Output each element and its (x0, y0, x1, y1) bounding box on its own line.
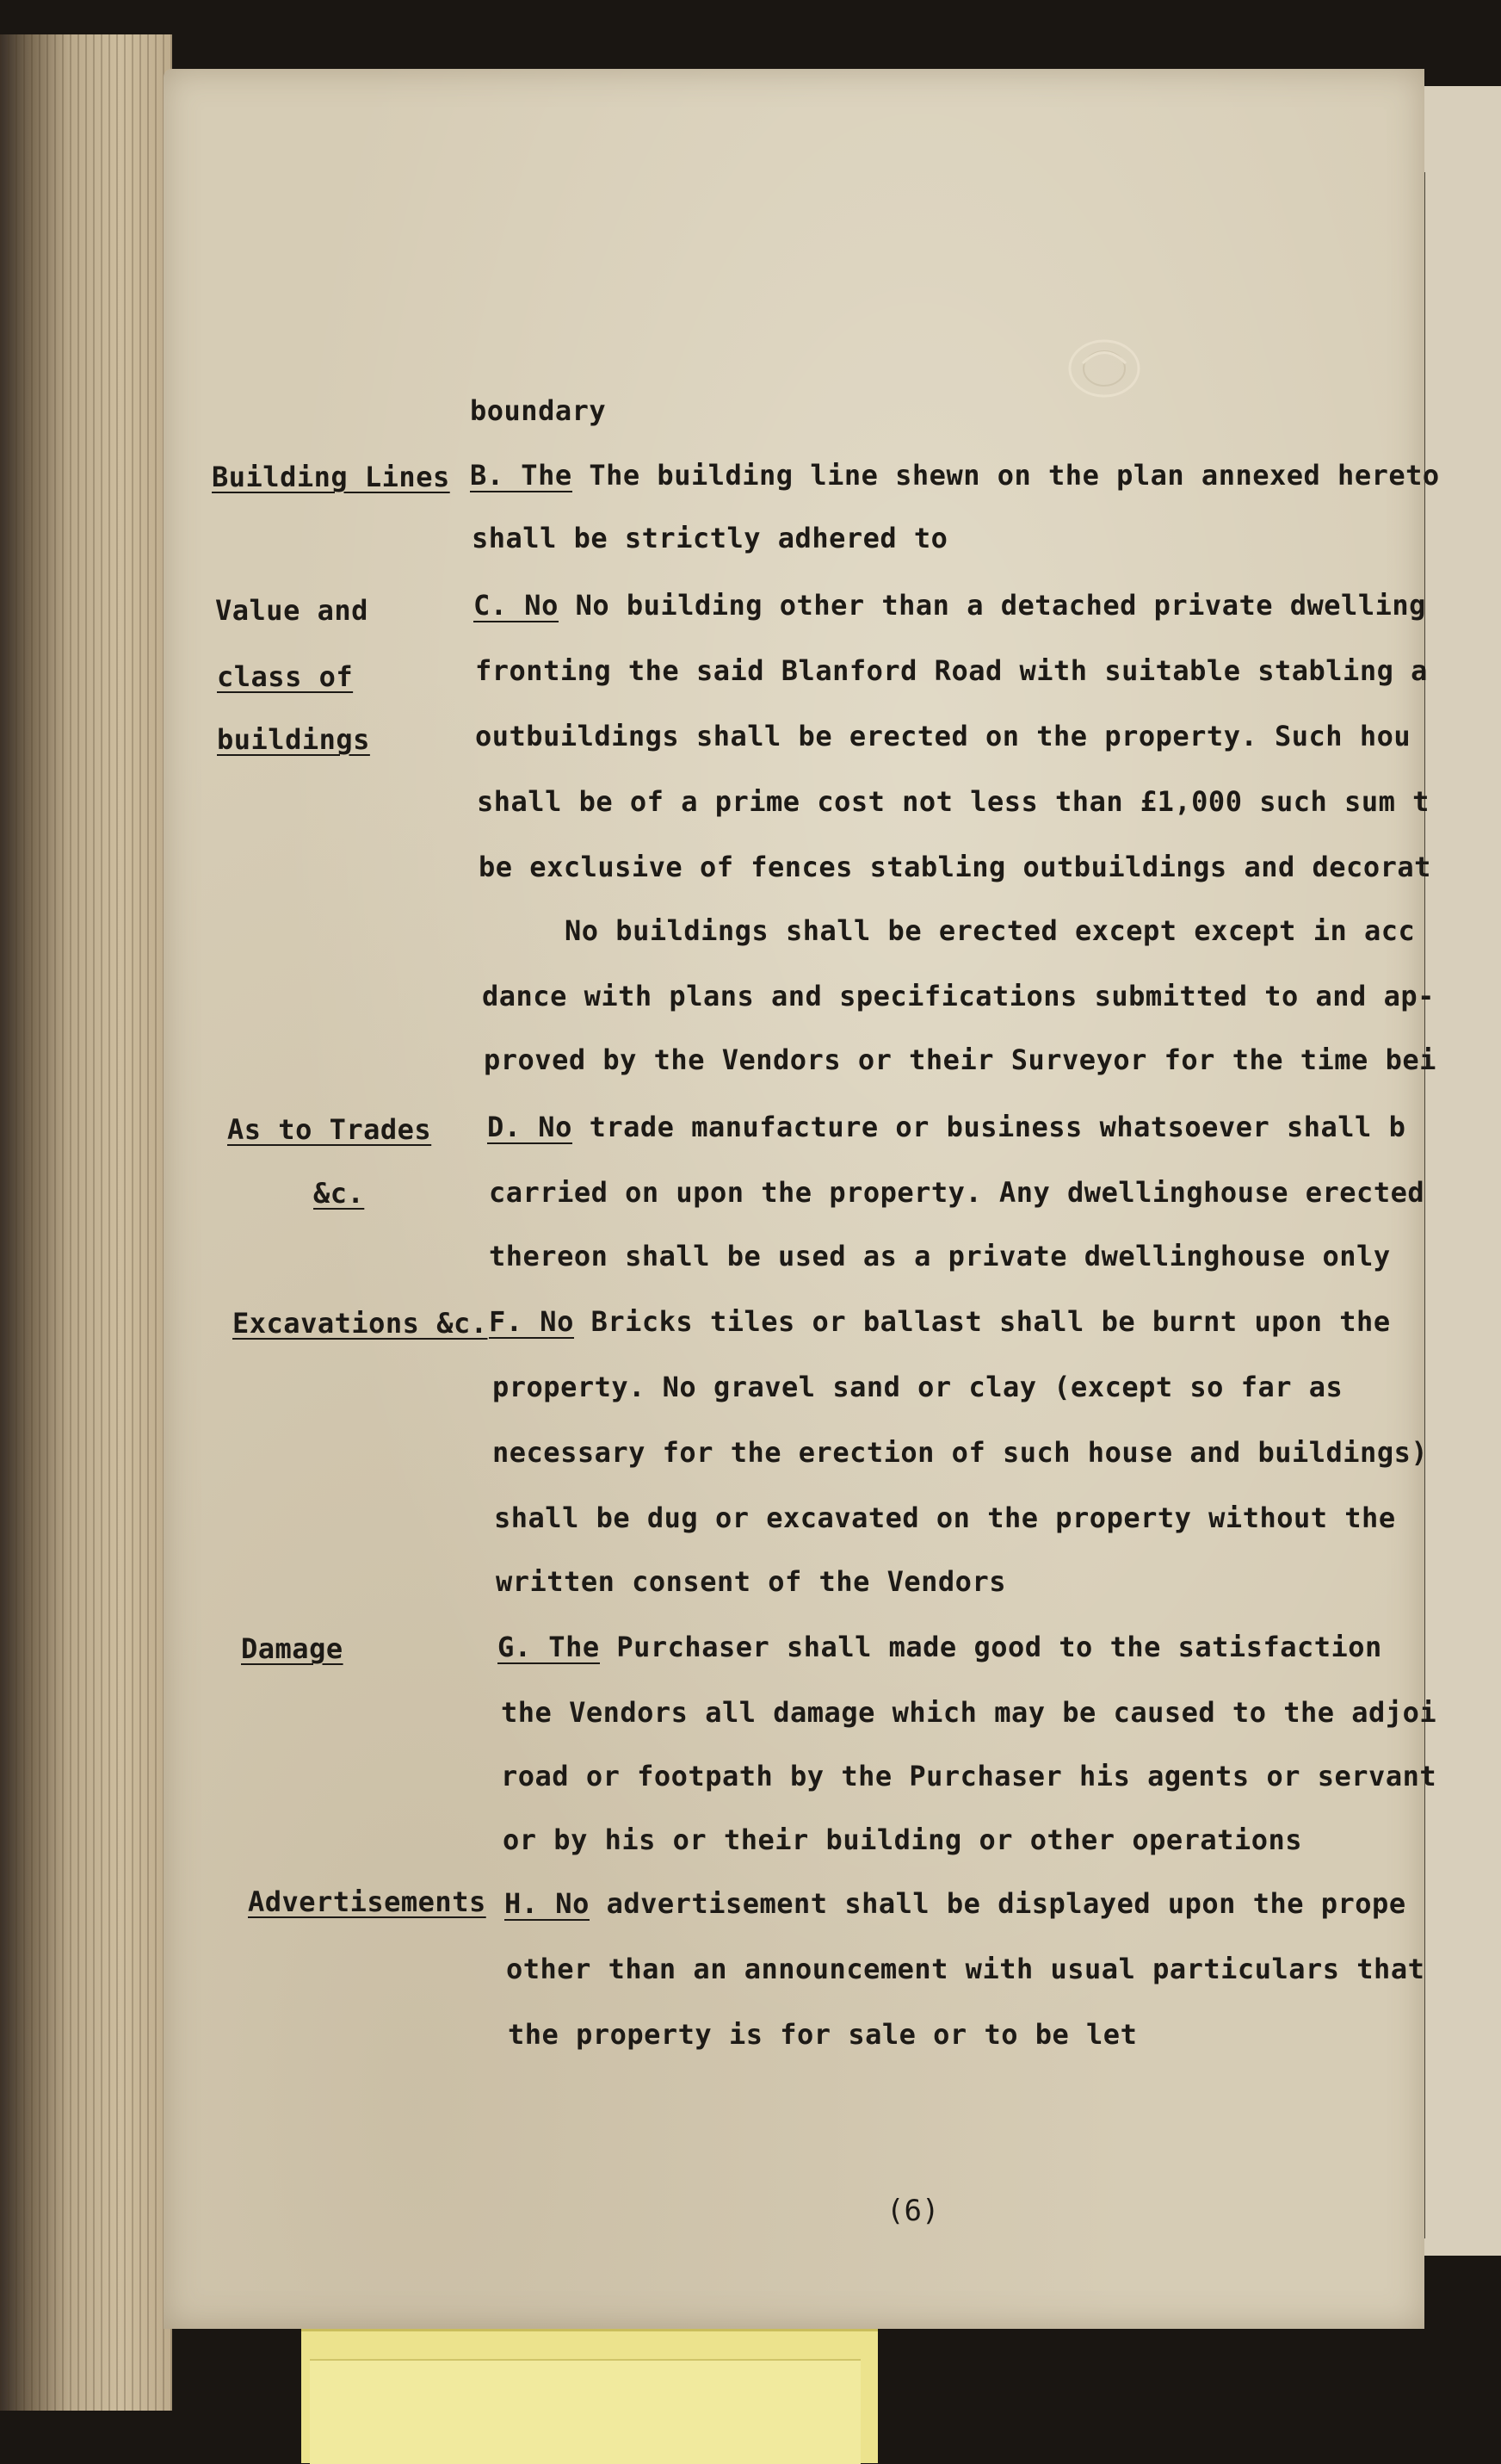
text-line: written consent of the Vendors (496, 1565, 1006, 1598)
margin-note-as-to-trades: As to Trades (227, 1113, 432, 1146)
text-line: boundary (470, 394, 607, 427)
text-line: No buildings shall be erected except except in acc (565, 914, 1416, 947)
line-text: No building other than a detached private dwelling (575, 589, 1426, 622)
margin-note-value-and: Value and (215, 594, 368, 627)
margin-note-damage: Damage (241, 1632, 343, 1665)
text-line: the Vendors all damage which may be caused to the adjoi (501, 1696, 1437, 1729)
text-line: dance with plans and specifications submitted to and ap- (482, 980, 1435, 1012)
clause-head-g: G. The (497, 1631, 600, 1663)
margin-note-buildings: buildings (217, 723, 370, 756)
text-line (489, 1305, 1391, 1339)
text-line: proved by the Vendors or their Surveyor for the time bei (484, 1043, 1436, 1076)
text-line: necessary for the erection of such house and buildings) (492, 1436, 1429, 1469)
embossed-seal-icon (1066, 337, 1143, 399)
margin-note-and-co: &c. (313, 1177, 365, 1210)
text-line: outbuildings shall be erected on the property. Such hou (475, 720, 1411, 752)
text-line: carried on upon the property. Any dwellinghouse erected (489, 1176, 1425, 1209)
text-line: or by his or their building or other operations (503, 1823, 1302, 1856)
text-line: shall be dug or excavated on the property without the (494, 1501, 1396, 1534)
margin-note-advertisements: Advertisements (248, 1885, 486, 1918)
clause-head-f: F. No (489, 1305, 574, 1338)
line-text: trade manufacture or business whatsoever shall b (589, 1111, 1406, 1143)
page-number: (6) (886, 2194, 940, 2228)
margin-note-building-lines: Building Lines (212, 461, 450, 493)
text-line (473, 589, 1426, 622)
text-line: shall be strictly adhered to (472, 522, 948, 554)
yellow-tab-inner (310, 2359, 861, 2464)
line-text: Purchaser shall made good to the satisfaction (616, 1631, 1382, 1663)
text-line: be exclusive of fences stabling outbuildings and decorat (479, 851, 1431, 883)
text-line: fronting the said Blanford Road with suitable stabling a (475, 654, 1428, 687)
text-line (470, 459, 1440, 492)
text-line (487, 1111, 1405, 1144)
text-line (497, 1631, 1382, 1664)
text-line (504, 1887, 1406, 1921)
text-line: road or footpath by the Purchaser his agents or servant (501, 1760, 1437, 1792)
text-line: shall be of a prime cost not less than £1,000 such sum t (477, 785, 1430, 818)
clause-head-h: H. No (504, 1887, 590, 1920)
line-text: The building line shewn on the plan annexed hereto (589, 459, 1440, 492)
text-line: thereon shall be used as a private dwellinghouse only (489, 1240, 1391, 1272)
book-page-edges (0, 34, 172, 2411)
margin-note-excavations: Excavations &c. (232, 1307, 488, 1340)
text-line: the property is for sale or to be let (508, 2018, 1138, 2051)
clause-head-d: D. No (487, 1111, 572, 1143)
margin-note-class-of: class of (217, 660, 354, 693)
text-line: other than an announcement with usual particulars that (506, 1953, 1425, 1985)
line-text: advertisement shall be displayed upon the prope (606, 1887, 1406, 1920)
line-text: Bricks tiles or ballast shall be burnt upon the (590, 1305, 1391, 1338)
clause-head-b: B. The (470, 459, 572, 492)
text-line: property. No gravel sand or clay (except so far as (492, 1371, 1343, 1403)
clause-head-c: C. No (473, 589, 559, 622)
